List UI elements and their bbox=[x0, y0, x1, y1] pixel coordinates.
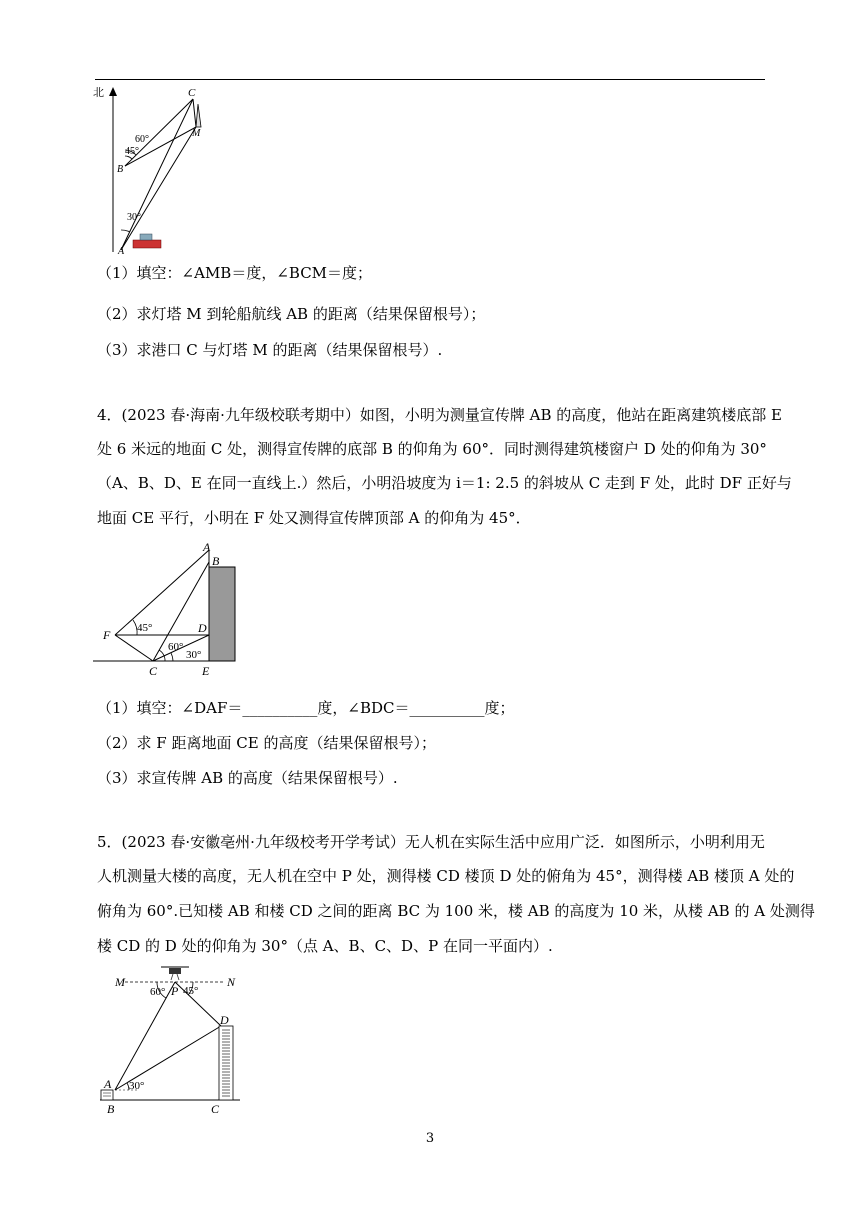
angle-45: 45° bbox=[183, 985, 199, 997]
angle-30: 30° bbox=[186, 649, 202, 661]
label-f: F bbox=[103, 628, 111, 642]
figure-q5 bbox=[95, 960, 245, 1120]
label-b: B bbox=[117, 164, 124, 175]
q4-line4: 地面 CE 平行，小明在 F 处又测得宣传牌顶部 A 的仰角为 45°． bbox=[97, 509, 531, 527]
label-b: B bbox=[212, 554, 220, 568]
angle-30: 30° bbox=[129, 1080, 145, 1092]
q4-line1: 4．(2023 春·海南·九年级校联考期中）如图，小明为测量宣传牌 AB 的高度，他站在距离建筑楼底部 E bbox=[97, 406, 782, 424]
label-c: C bbox=[211, 1102, 220, 1116]
label-c: C bbox=[149, 664, 158, 678]
q3-part1: （1）填空：∠AMB＝度，∠BCM＝度； bbox=[97, 264, 373, 282]
label-c: C bbox=[188, 87, 196, 99]
q5-line2: 人机测量大楼的高度，无人机在空中 P 处，测得楼 CD 楼顶 D 处的俯角为 45°，测得楼 AB 楼顶 A 处的 bbox=[97, 867, 795, 885]
q3-part3: （3）求港口 C 与灯塔 M 的距离（结果保留根号）. bbox=[97, 341, 443, 359]
angle-45: 45° bbox=[125, 146, 139, 157]
angle-30: 30° bbox=[127, 212, 141, 223]
label-d: D bbox=[198, 621, 207, 635]
label-b: B bbox=[107, 1102, 115, 1116]
figure-q4 bbox=[93, 540, 253, 680]
angle-60: 60° bbox=[135, 134, 149, 145]
angle-60: 60° bbox=[168, 641, 184, 653]
q5-line4: 楼 CD 的 D 处的仰角为 30°（点 A、B、C、D、P 在同一平面内）. bbox=[97, 937, 553, 955]
label-p: P bbox=[171, 984, 179, 998]
q5-line3: 俯角为 60°.已知楼 AB 和楼 CD 之间的距离 BC 为 100 米，楼 AB 的高度为 10 米，从楼 AB 的 A 处测得 bbox=[97, 902, 815, 920]
label-a: A bbox=[118, 246, 125, 256]
label-n: N bbox=[227, 975, 236, 989]
label-a: A bbox=[203, 540, 211, 554]
label-a: A bbox=[104, 1077, 112, 1091]
label-m: M bbox=[115, 975, 125, 989]
q4-part2: （2）求 F 距离地面 CE 的高度（结果保留根号）； bbox=[97, 734, 436, 752]
q4-line2: 处 6 米远的地面 C 处，测得宣传牌的底部 B 的仰角为 60°．同时测得建筑楼窗户 D 处的仰角为 30° bbox=[97, 440, 767, 458]
q4-part3: （3）求宣传牌 AB 的高度（结果保留根号）. bbox=[97, 769, 398, 787]
label-d: D bbox=[220, 1013, 229, 1027]
angle-45: 45° bbox=[137, 622, 153, 634]
header-rule bbox=[95, 79, 765, 80]
q3-part2: （2）求灯塔 M 到轮船航线 AB 的距离（结果保留根号）； bbox=[97, 305, 486, 323]
page-number: 3 bbox=[425, 1131, 435, 1146]
figure-q3 bbox=[88, 84, 218, 256]
q4-line3: （A、B、D、E 在同一直线上.）然后，小明沿坡度为 i＝1: 2.5 的斜坡从 C 走到 F 处，此时 DF 正好与 bbox=[97, 474, 792, 492]
label-e: E bbox=[202, 664, 210, 678]
q4-part1: （1）填空：∠DAF＝__________度，∠BDC＝__________度； bbox=[97, 699, 515, 717]
label-m: M bbox=[192, 128, 201, 139]
north-label: 北 bbox=[93, 87, 104, 99]
q5-line1: 5．(2023 春·安徽亳州·九年级校考开学考试）无人机在实际生活中应用广泛．如图所示，小明利用无 bbox=[97, 833, 765, 851]
angle-60: 60° bbox=[150, 986, 166, 998]
